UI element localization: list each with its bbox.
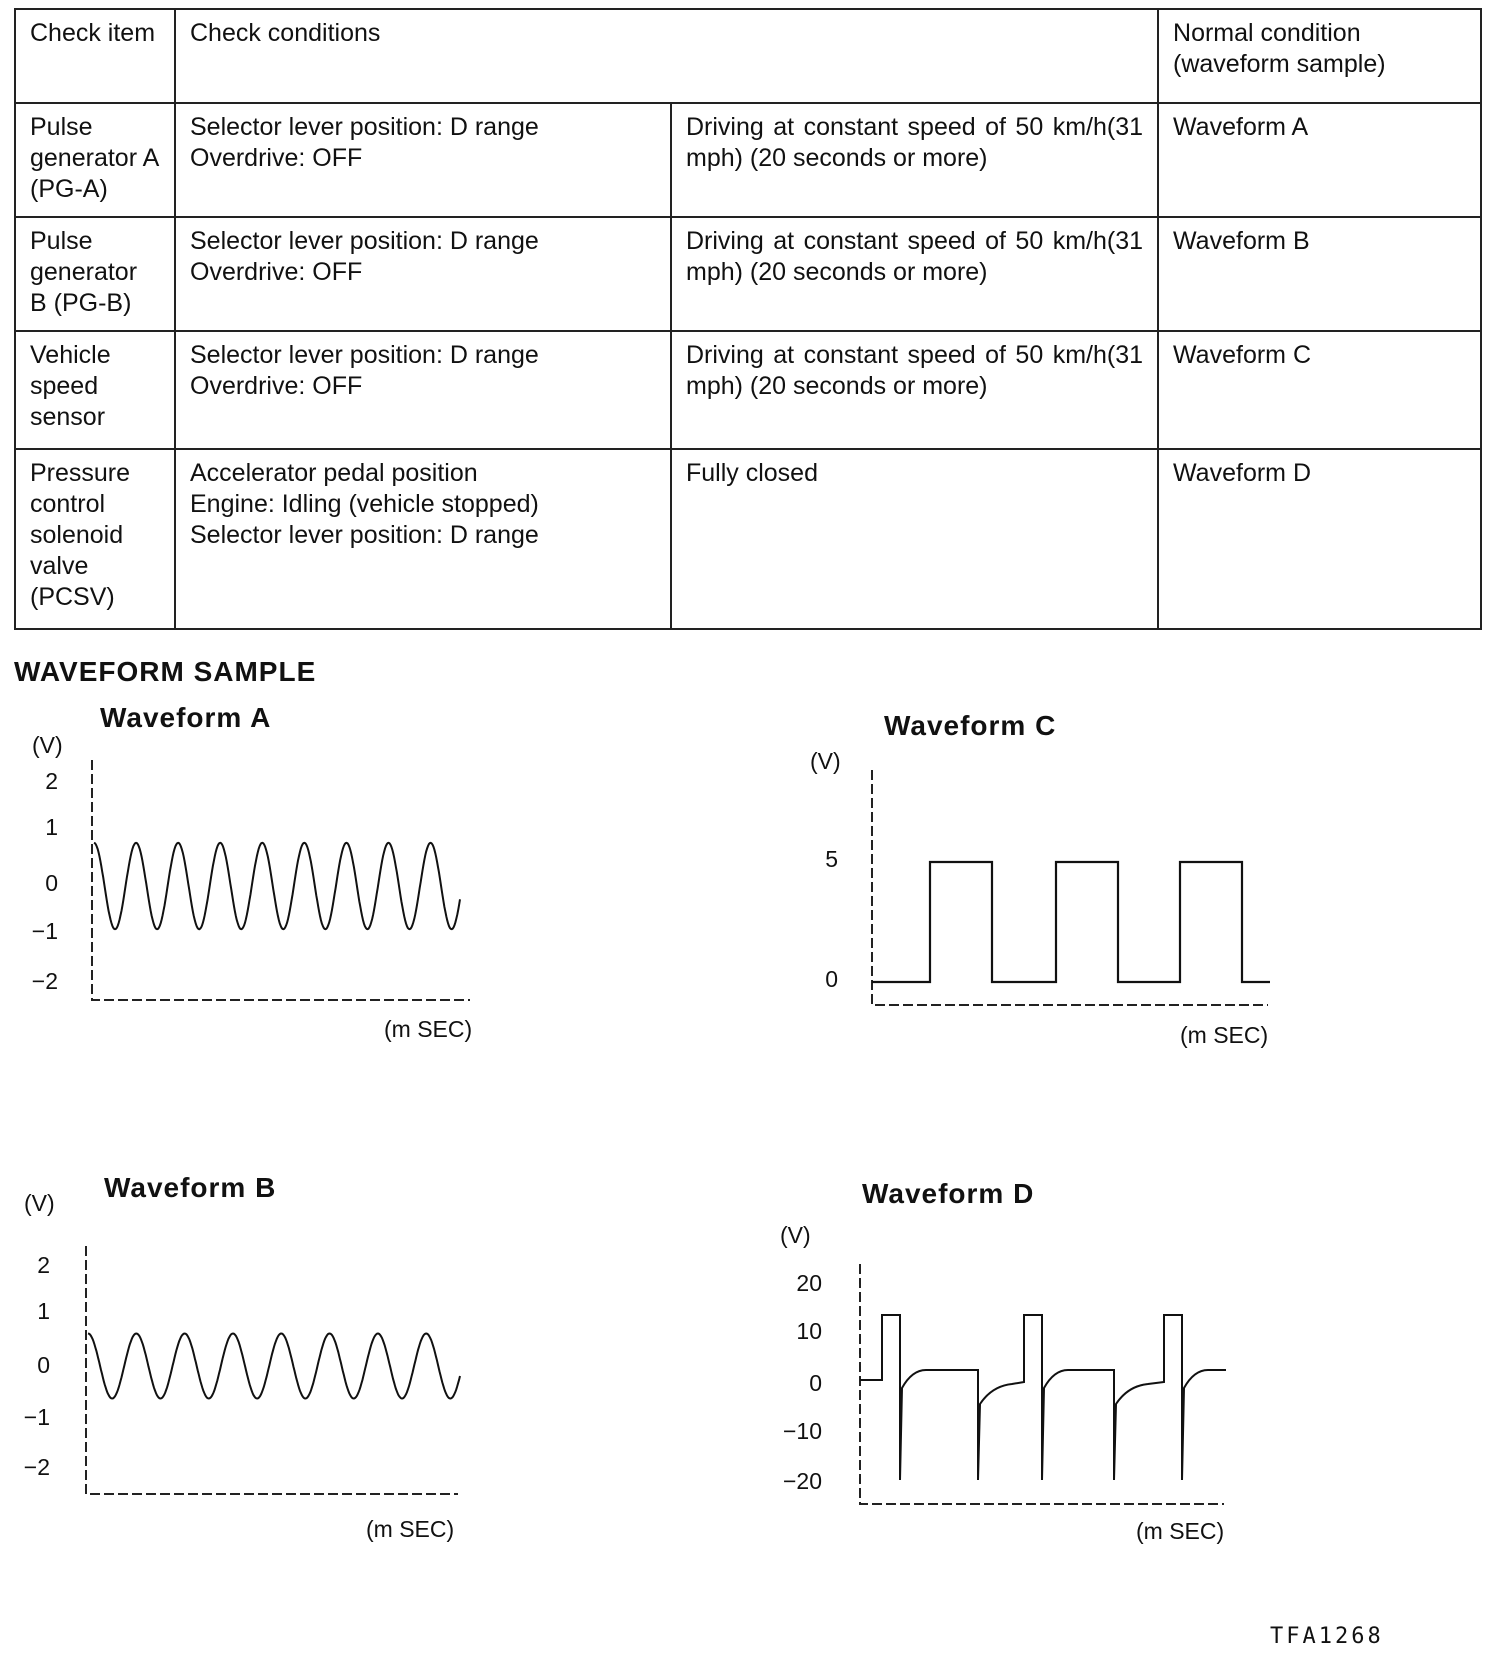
row-item: Pulse generator B (PG-B): [15, 217, 175, 331]
waveform-a-tick: −1: [31, 918, 58, 944]
waveform-d-tick: 20: [796, 1270, 822, 1296]
waveform-d-tick: 0: [809, 1370, 822, 1396]
condition-line: Engine: Idling (vehicle stopped): [190, 490, 539, 518]
waveform-c-ylabel: (V): [810, 748, 841, 774]
row-condition-detail: Driving at constant speed of 50 km/h(31 mph) (20 seconds or more): [671, 217, 1158, 331]
waveform-c-title: Waveform C: [884, 710, 1057, 741]
row-condition-detail: Driving at constant speed of 50 km/h(31 mph) (20 seconds or more): [671, 331, 1158, 449]
waveform-a-trace: [94, 843, 460, 929]
waveform-b-title: Waveform B: [104, 1172, 277, 1203]
header-normal-condition: Normal condition (waveform sample): [1158, 9, 1481, 103]
waveform-a-tick: 1: [45, 814, 58, 840]
row-normal: Waveform B: [1158, 217, 1481, 331]
header-check-conditions: Check conditions: [175, 9, 1158, 103]
waveform-b-tick: −1: [23, 1404, 50, 1430]
waveform-b-tick: 2: [37, 1252, 50, 1278]
condition-line: Selector lever position: D range: [190, 113, 539, 141]
waveform-a-tick: 2: [45, 768, 58, 794]
row-item: Pulse generator A (PG-A): [15, 103, 175, 217]
waveform-a-tick: 0: [45, 870, 58, 896]
waveform-d-tick: −20: [782, 1468, 822, 1494]
condition-line: Selector lever position: D range: [190, 521, 539, 549]
row-condition-detail: Fully closed: [671, 449, 1158, 629]
waveform-d-xlabel: (m SEC): [1136, 1518, 1225, 1544]
row-condition-detail: Driving at constant speed of 50 km/h(31 mph) (20 seconds or more): [671, 103, 1158, 217]
waveform-a-axes: [92, 760, 470, 1000]
waveform-b-trace: [88, 1334, 460, 1399]
condition-line: Overdrive: OFF: [190, 144, 363, 172]
waveform-b-tick: 1: [37, 1298, 50, 1324]
condition-line: Selector lever position: D range: [190, 341, 539, 369]
row-normal: Waveform A: [1158, 103, 1481, 217]
waveform-c-tick: 5: [825, 846, 838, 872]
waveform-d-tick: 10: [796, 1318, 822, 1344]
section-title: WAVEFORM SAMPLE: [14, 656, 317, 687]
waveform-d-trace: [860, 1315, 1226, 1480]
condition-line: Accelerator pedal position: [190, 459, 478, 487]
row-normal: Waveform C: [1158, 331, 1481, 449]
condition-line: Overdrive: OFF: [190, 372, 363, 400]
waveform-d-tick: −10: [782, 1418, 822, 1444]
row-item: Pressure control solenoid valve (PCSV): [15, 449, 175, 629]
waveform-d-title: Waveform D: [862, 1178, 1035, 1209]
condition-line: Selector lever position: D range: [190, 227, 539, 255]
row-item: Vehicle speed sensor: [15, 331, 175, 449]
waveform-b-tick: 0: [37, 1352, 50, 1378]
condition-line: Overdrive: OFF: [190, 258, 363, 286]
waveform-b-tick: −2: [23, 1454, 50, 1480]
figure-code: TFA1268: [1270, 1624, 1384, 1649]
waveform-c-trace: [872, 862, 1270, 982]
waveform-b-axes: [86, 1246, 458, 1494]
waveform-d-ylabel: (V): [780, 1222, 811, 1248]
waveform-a-title: Waveform A: [100, 702, 272, 733]
waveform-b-xlabel: (m SEC): [366, 1516, 455, 1542]
row-normal: Waveform D: [1158, 449, 1481, 629]
waveform-a-ylabel: (V): [32, 732, 63, 758]
waveform-c-tick: 0: [825, 966, 838, 992]
waveform-c-xlabel: (m SEC): [1180, 1022, 1269, 1048]
waveform-a-tick: −2: [31, 968, 58, 994]
waveform-c-axes: [872, 770, 1268, 1005]
waveform-a-xlabel: (m SEC): [384, 1016, 473, 1042]
header-check-item: Check item: [15, 9, 175, 103]
waveform-b-ylabel: (V): [24, 1190, 55, 1216]
